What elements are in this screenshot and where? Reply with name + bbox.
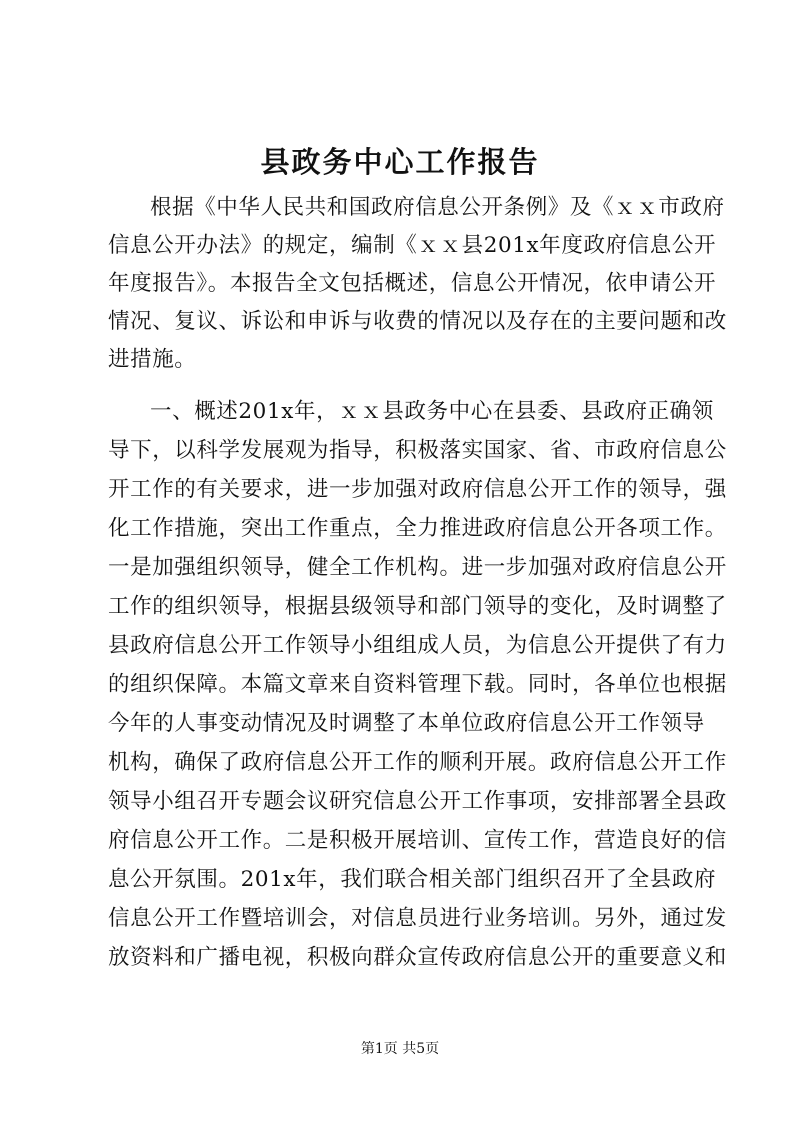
paragraph-line: 府信息公开工作。二是积极开展培训、宣传工作，营造良好的信 <box>108 828 727 853</box>
paragraph-line: 信息公开办法》的规定，编制《ｘｘ县201x年度政府信息公开 <box>108 233 717 258</box>
page-number: 第1页 共5页 <box>360 1041 440 1057</box>
paragraph-line: 放资料和广播电视，积极向群众宣传政府信息公开的重要意义和 <box>108 945 727 970</box>
paragraph-line: 一、概述201x年，ｘｘ县政务中心在县委、县政府正确领 <box>150 399 714 424</box>
paragraph-line: 领导小组召开专题会议研究信息公开工作事项，安排部署全县政 <box>108 789 727 814</box>
paragraph-line: 进措施。 <box>108 347 197 372</box>
paragraph-line: 年度报告》。本报告全文包括概述，信息公开情况，依申请公开 <box>108 271 717 296</box>
paragraph-line: 信息公开工作暨培训会，对信息员进行业务培训。另外，通过发 <box>108 906 727 931</box>
paragraph-line: 根据《中华人民共和国政府信息公开条例》及《ｘｘ市政府 <box>150 195 725 220</box>
paragraph-line: 导下，以科学发展观为指导，积极落实国家、省、市政府信息公 <box>108 438 727 463</box>
document-title: 县政务中心工作报告 <box>260 145 540 179</box>
paragraph-line: 县政府信息公开工作领导小组组成人员，为信息公开提供了有力 <box>108 633 727 658</box>
paragraph-line: 开工作的有关要求，进一步加强对政府信息公开工作的领导，强 <box>108 477 727 502</box>
paragraph-line: 工作的组织领导，根据县级领导和部门领导的变化，及时调整了 <box>108 594 727 619</box>
paragraph-line: 机构，确保了政府信息公开工作的顺利开展。政府信息公开工作 <box>108 750 727 775</box>
paragraph-line: 情况、复议、诉讼和申诉与收费的情况以及存在的主要问题和改 <box>108 309 727 334</box>
paragraph-line: 一是加强组织领导，健全工作机构。进一步加强对政府信息公开 <box>108 555 727 580</box>
paragraph-line: 今年的人事变动情况及时调整了本单位政府信息公开工作领导 <box>108 711 705 736</box>
paragraph-line: 的组织保障。本篇文章来自资料管理下载。同时，各单位也根据 <box>108 672 727 697</box>
paragraph-line: 化工作措施，突出工作重点，全力推进政府信息公开各项工作。 <box>108 516 727 541</box>
paragraph-line: 息公开氛围。201x年，我们联合相关部门组织召开了全县政府 <box>108 867 717 892</box>
